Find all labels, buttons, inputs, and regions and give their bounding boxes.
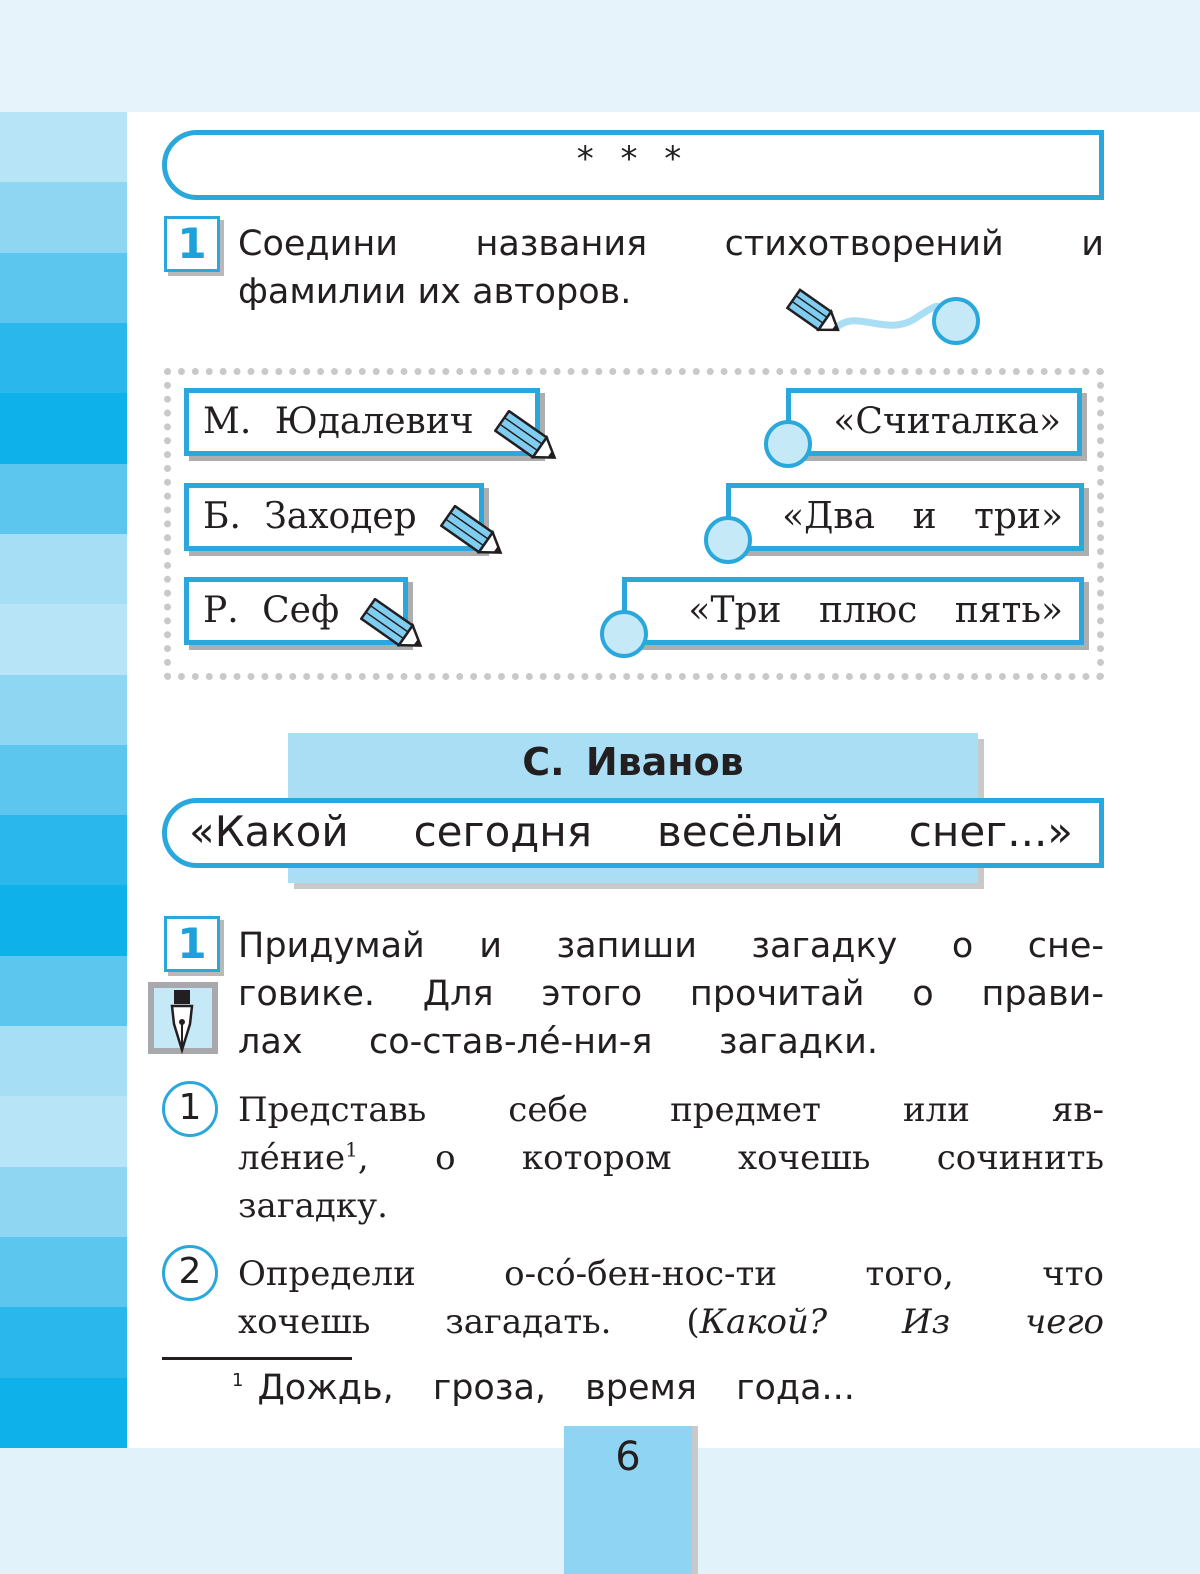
side-stripe	[0, 1237, 127, 1308]
connector-dot[interactable]	[600, 610, 648, 658]
side-stripe	[0, 885, 127, 956]
pencil-icon	[440, 505, 524, 575]
side-stripe	[0, 745, 127, 816]
task-line: говике. Для этого прочитай о прави-	[238, 974, 1104, 1014]
step-text	[238, 1086, 1104, 1230]
side-stripe	[0, 1307, 127, 1378]
section-divider-bar	[162, 130, 1104, 200]
step-line: хочешь загадать. (Какой? Из чего	[238, 1302, 1104, 1342]
task-instruction	[238, 922, 1104, 1066]
footnote-mark: 1	[232, 1370, 244, 1392]
task-line: Придумай и запиши загадку о сне-	[238, 926, 1104, 966]
side-stripe	[0, 112, 127, 183]
side-stripes	[0, 112, 127, 1448]
step-line: ле́ние$^1$, о котором хочешь сочинить	[238, 1137, 1104, 1178]
step-number-circle: 2	[162, 1245, 218, 1301]
poem-title-bar	[162, 798, 1104, 868]
side-stripe	[0, 1167, 127, 1238]
task-number-badge: 1	[164, 916, 220, 972]
side-stripe	[0, 534, 127, 605]
footnote-ref: 1	[345, 1137, 358, 1162]
poem-title-box[interactable]: «Два и три»	[726, 483, 1084, 551]
author-box[interactable]: Р. Сеф	[184, 577, 408, 645]
task-line: Соедини названия стихотворений и	[238, 224, 1104, 264]
footnote	[232, 1368, 855, 1408]
footnote-rule	[162, 1357, 352, 1360]
side-stripe	[0, 253, 127, 324]
footnote-text: Дождь, гроза, время года...	[257, 1368, 855, 1408]
pencil-connect-icon	[776, 288, 986, 350]
pencil-icon	[360, 598, 444, 668]
side-stripe	[0, 182, 127, 253]
side-stripe	[0, 675, 127, 746]
poem-title-box[interactable]: «Считалка»	[786, 388, 1082, 456]
step-line: Представь себе предмет или яв-	[238, 1090, 1104, 1130]
side-stripe	[0, 956, 127, 1027]
side-stripe	[0, 464, 127, 535]
side-stripe	[0, 393, 127, 464]
page-number: 6	[615, 1434, 641, 1480]
task-line: фамилии их авторов.	[238, 272, 632, 312]
side-stripe	[0, 323, 127, 394]
divider-stars: * * *	[576, 139, 690, 179]
pencil-icon	[494, 410, 578, 480]
side-stripe	[0, 604, 127, 675]
connector-dot[interactable]	[764, 420, 812, 468]
side-stripe	[0, 1026, 127, 1097]
author-box[interactable]: Б. Заходер	[184, 483, 484, 551]
author-heading: С. Иванов	[522, 740, 744, 784]
top-margin	[0, 0, 1200, 112]
write-task-badge	[148, 982, 218, 1054]
step-text	[238, 1250, 1104, 1346]
author-box[interactable]: М. Юдалевич	[184, 388, 540, 456]
step-line: Определи о-со́-бен-нос-ти того, что	[238, 1254, 1104, 1294]
side-stripe	[0, 1378, 127, 1449]
task-number-badge: 1	[164, 216, 220, 272]
step-number-circle: 1	[162, 1081, 218, 1137]
side-stripe	[0, 1096, 127, 1167]
poem-title-box[interactable]: «Три плюс пять»	[622, 577, 1084, 645]
connector-dot[interactable]	[704, 516, 752, 564]
side-stripe	[0, 815, 127, 886]
step-line: загадку.	[238, 1186, 388, 1226]
fountain-pen-icon	[164, 988, 204, 1054]
poem-title: «Какой сегодня весёлый снег...»	[189, 807, 1073, 856]
task-line: лах со-став-ле́-ни-я загадки.	[238, 1022, 878, 1062]
